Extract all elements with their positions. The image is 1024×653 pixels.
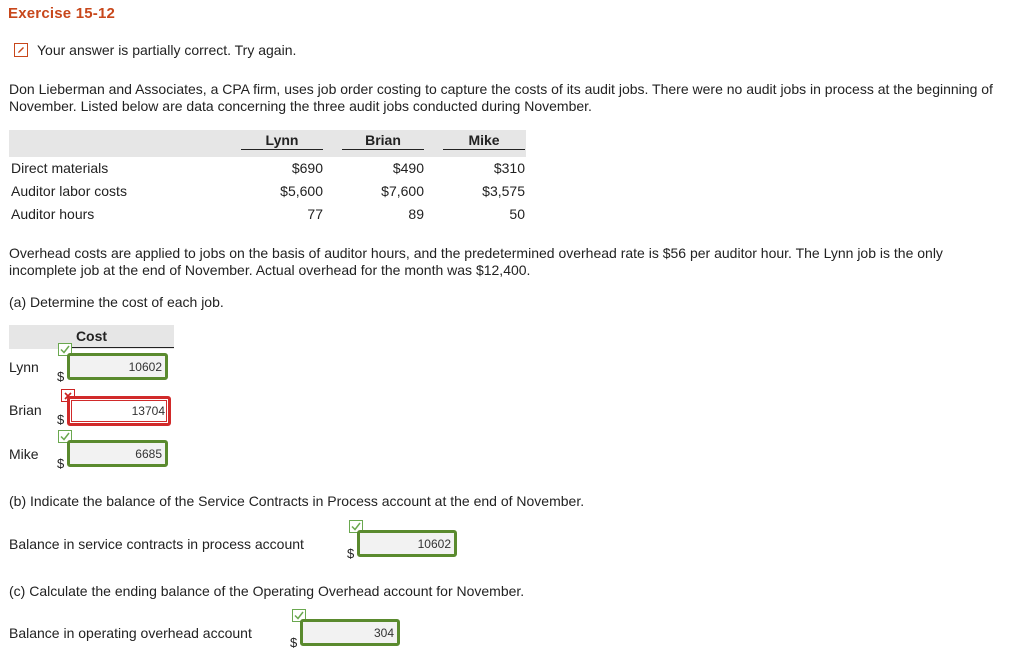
overhead-paragraph: Overhead costs are applied to jobs on the basis of auditor hours, and the predetermined overhead rate is $56 per auditor hour. The Lynn job is the only incomplete job at the end of November. Actual overhead for the month was $12,400.: [9, 245, 943, 278]
pencil-icon: [14, 43, 28, 57]
job-label-lynn: Lynn: [9, 359, 39, 375]
currency-symbol: $: [290, 635, 298, 650]
cell-value: $310: [493, 160, 525, 176]
cell-value: 89: [408, 206, 424, 222]
exercise-title: Exercise 15-12: [8, 5, 116, 22]
mike-cost-input[interactable]: [67, 440, 168, 467]
cell-value: 77: [307, 206, 323, 222]
cell-value: $490: [392, 160, 424, 176]
brian-cost-input[interactable]: [67, 396, 171, 426]
cell-value: $690: [291, 160, 323, 176]
cost-column-header: Cost: [9, 325, 174, 349]
job-label-mike: Mike: [9, 446, 39, 462]
cell-value: 50: [509, 206, 525, 222]
cost-header-underline: [69, 347, 174, 348]
row-label: Auditor hours: [11, 206, 95, 222]
operating-overhead-label: Balance in operating overhead account: [9, 625, 252, 641]
cell-value: $5,600: [280, 183, 323, 199]
part-a-question: (a) Determine the cost of each job.: [9, 294, 224, 310]
currency-symbol: $: [347, 546, 355, 561]
service-contracts-label: Balance in service contracts in process account: [9, 536, 304, 552]
currency-symbol: $: [57, 456, 65, 471]
column-underline: [241, 149, 323, 150]
row-label: Auditor labor costs: [11, 183, 127, 199]
column-underline: [342, 149, 424, 150]
job-label-brian: Brian: [9, 402, 42, 418]
intro-paragraph: Don Lieberman and Associates, a CPA firm, uses job order costing to capture the costs of its audit jobs. There were no audit jobs in process at the beginning of November. Listed below are data concerning the three audit jobs conducted during November.: [9, 81, 993, 114]
row-label: Direct materials: [11, 160, 109, 176]
operating-overhead-input[interactable]: [300, 619, 400, 646]
lynn-cost-input[interactable]: [67, 353, 168, 380]
cell-value: $7,600: [381, 183, 424, 199]
currency-symbol: $: [57, 369, 65, 384]
cell-value: $3,575: [482, 183, 525, 199]
column-header-brian: Brian: [365, 132, 401, 148]
service-contracts-input[interactable]: [357, 530, 457, 557]
currency-symbol: $: [57, 412, 65, 427]
part-c-question: (c) Calculate the ending balance of the Operating Overhead account for November.: [9, 583, 525, 599]
status-message: Your answer is partially correct. Try again.: [37, 42, 297, 58]
part-b-question: (b) Indicate the balance of the Service Contracts in Process account at the end of November.: [9, 493, 585, 509]
column-header-mike: Mike: [468, 132, 500, 148]
column-header-lynn: Lynn: [265, 132, 299, 148]
column-underline: [443, 149, 525, 150]
